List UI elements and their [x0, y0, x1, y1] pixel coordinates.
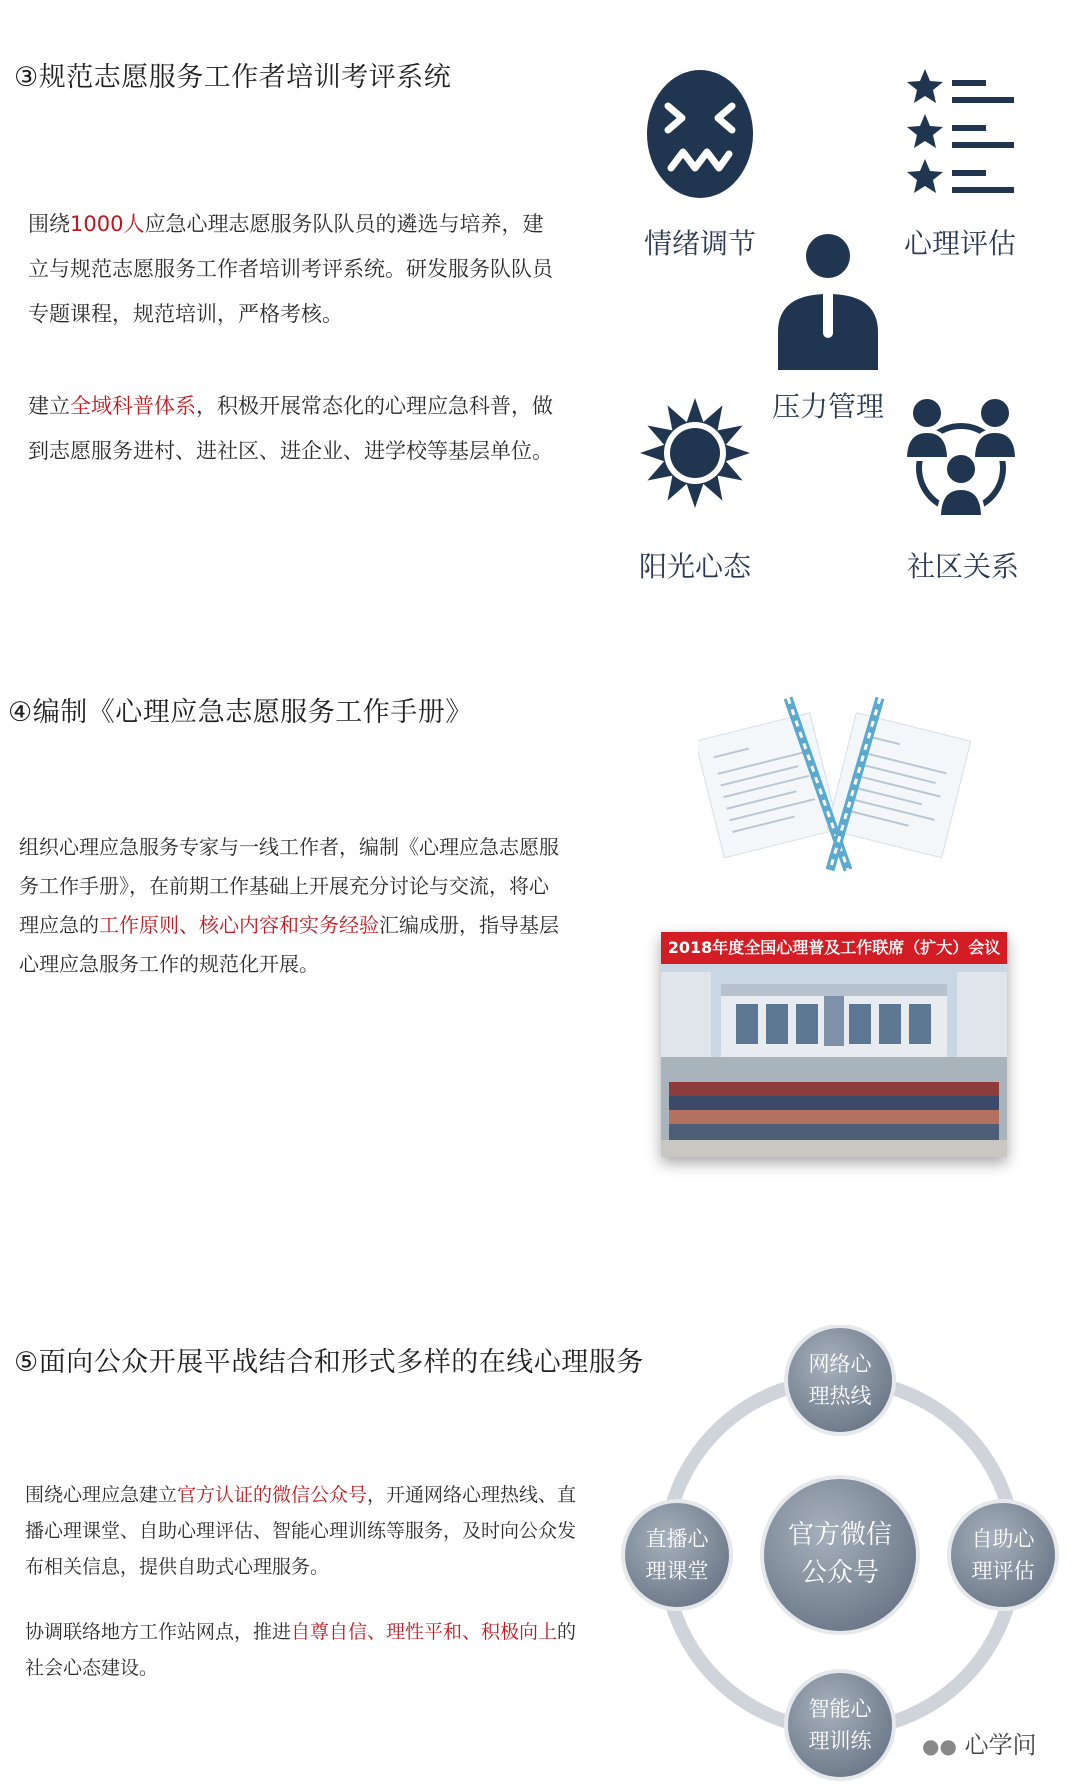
- text: 直播心: [645, 1527, 709, 1551]
- highlight-text: 工作原则、核心内容和实务经验: [99, 913, 379, 937]
- section3-heading: ③规范志愿服务工作者培训考评系统: [14, 62, 452, 93]
- text: 理热线: [808, 1384, 872, 1408]
- highlight-text: 自尊自信、理性平和、积极向上: [291, 1621, 558, 1643]
- diagram-left-label: [627, 1523, 727, 1587]
- section3-paragraph-1: [28, 202, 558, 337]
- text: 协调联络地方工作站网点，推进: [25, 1621, 292, 1643]
- diagram-right-label: [953, 1523, 1053, 1587]
- section4-paragraph: [19, 828, 559, 984]
- icon-label-assessment: 心理评估: [903, 227, 1016, 260]
- diagram-bottom-label: [790, 1693, 890, 1757]
- text: 理评估: [971, 1559, 1035, 1583]
- section4-heading: ④编制《心理应急志愿服务工作手册》: [8, 697, 473, 728]
- text: 公众号: [800, 1558, 879, 1588]
- watermark: [922, 1725, 1037, 1760]
- text: 理训练: [808, 1729, 872, 1753]
- text: ，积极开展常态化的心理应急科普，做到志愿服务进村、进社区、进企业、进学校等基层单位。: [28, 394, 553, 463]
- text: 的社会心态建设。: [25, 1621, 577, 1679]
- text: 组织心理应急服务专家与一线工作者，编制《心理应急志愿服务工作手册》，在前期工作基础上开展充分讨论与交流，将心理应急的: [19, 835, 559, 937]
- text: 网络心: [808, 1352, 872, 1376]
- diagram-center-label: [760, 1516, 920, 1592]
- icon-label-sunshine: 阳光心态: [638, 550, 751, 583]
- rating-list-icon: [905, 65, 1017, 201]
- icon-label-emotion: 情绪调节: [643, 227, 756, 260]
- text: 建立: [28, 394, 70, 418]
- text: 理课堂: [645, 1559, 709, 1583]
- text: 汇编成册，指导基层心理应急服务工作的规范化开展。: [19, 913, 559, 976]
- person-stress-icon: [775, 232, 881, 372]
- highlight-text: 全域科普体系: [70, 394, 196, 418]
- section3-paragraph-2: [28, 384, 558, 474]
- text: ，开通网络心理热线、直播心理课堂、自助心理评估、智能心理训练等服务，及时向公众发布相关信息，提供自助式心理服务。: [25, 1484, 577, 1578]
- conference-group-photo: [661, 932, 1007, 1157]
- highlight-text: 1000人: [70, 212, 145, 236]
- highlight-text: 官方认证的微信公众号: [177, 1484, 368, 1506]
- section5-paragraph-2: [25, 1614, 580, 1686]
- community-icon: [903, 393, 1019, 525]
- confused-face-icon: [645, 68, 755, 200]
- section5-paragraph-1: [25, 1477, 580, 1585]
- text: 官方微信: [787, 1520, 892, 1550]
- watermark-text: 心学问: [964, 1731, 1037, 1759]
- text: 应急心理志愿服务队队员的遴选与培养，建立与规范志愿服务工作者培训考评系统。研发服务队队员专题课程，规范培训，严格考核。: [28, 212, 553, 326]
- handbook-illustration: [698, 690, 973, 875]
- text: 围绕: [28, 212, 70, 236]
- building-scene: [661, 932, 1007, 1157]
- section5-heading: ⑤面向公众开展平战结合和形式多样的在线心理服务: [14, 1347, 644, 1378]
- text: 智能心: [808, 1697, 872, 1721]
- text: 自助心: [971, 1527, 1035, 1551]
- wechat-icon: ●●: [922, 1734, 957, 1758]
- icon-label-community: 社区关系: [906, 550, 1019, 583]
- photo-banner: 2018年度全国心理普及工作联席（扩大）会议: [661, 932, 1007, 964]
- diagram-top-label: [790, 1348, 890, 1412]
- sun-icon: [640, 398, 750, 508]
- icon-label-stress: 压力管理: [771, 390, 884, 423]
- text: 围绕心理应急建立: [25, 1484, 178, 1506]
